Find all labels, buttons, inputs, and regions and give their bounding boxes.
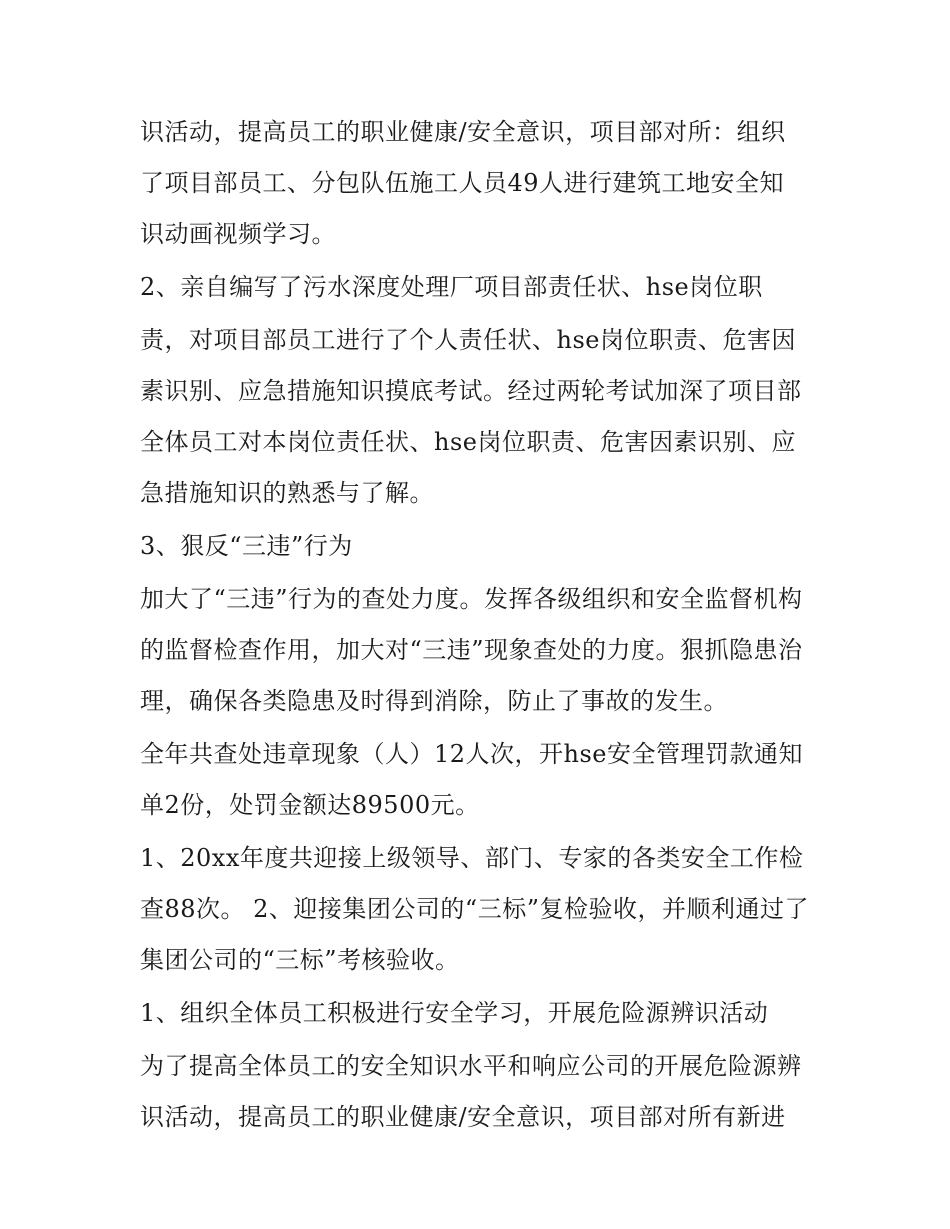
paragraph-3 [140, 315, 820, 519]
text-line: 1、组织全体员工积极进行安全学习，开展危险源辨识活动 [140, 999, 769, 1027]
text-line: 3、狠反“三违”行为 [140, 532, 353, 560]
text-line: 急措施知识的熟悉与了解。 [140, 479, 434, 507]
text-line: 单2份，处罚金额达89500元。 [140, 791, 480, 819]
paragraph-5 [140, 574, 820, 727]
paragraph-2 [140, 262, 820, 313]
document-body [140, 107, 820, 1145]
paragraph-9 [140, 1041, 820, 1143]
text-line: 全体员工对本岗位责任状、hse岗位职责、危害因素识别、应 [140, 428, 796, 456]
paragraph-1 [140, 107, 820, 260]
text-line: 识动画视频学习。 [140, 220, 336, 248]
text-line: 识活动，提高员工的职业健康/安全意识，项目部对所有新进 [140, 1103, 786, 1131]
text-line: 全年共查处违章现象（人）12人次，开hse安全管理罚款通知 [140, 740, 804, 768]
paragraph-4-heading [140, 521, 820, 572]
text-line: 为了提高全体员工的安全知识水平和响应公司的开展危险源辨 [140, 1052, 802, 1080]
text-line: 2、亲自编写了污水深度处理厂项目部责任状、hse岗位职 [140, 273, 763, 301]
text-line: 查88次。 2、迎接集团公司的“三标”复检验收，并顺利通过了 [140, 895, 809, 923]
paragraph-6 [140, 729, 820, 831]
text-line: 责，对项目部员工进行了个人责任状、hse岗位职责、危害因 [140, 326, 796, 354]
text-line: 识活动，提高员工的职业健康/安全意识，项目部对所：组织 [140, 118, 786, 146]
text-line: 理，确保各类隐患及时得到消除，防止了事故的发生。 [140, 687, 728, 715]
paragraph-7 [140, 833, 820, 986]
text-line: 的监督检查作用，加大对“三违”现象查处的力度。狠抓隐患治 [140, 636, 803, 664]
text-line: 1、20xx年度共迎接上级领导、部门、专家的各类安全工作检 [140, 844, 804, 872]
text-line: 了项目部员工、分包队伍施工人员49人进行建筑工地安全知 [140, 169, 785, 197]
text-line: 素识别、应急措施知识摸底考试。经过两轮考试加深了项目部 [140, 377, 802, 405]
text-line: 加大了“三违”行为的查处力度。发挥各级组织和安全监督机构 [140, 585, 803, 613]
paragraph-8-heading [140, 988, 820, 1039]
text-line: 集团公司的“三标”考核验收。 [140, 946, 460, 974]
